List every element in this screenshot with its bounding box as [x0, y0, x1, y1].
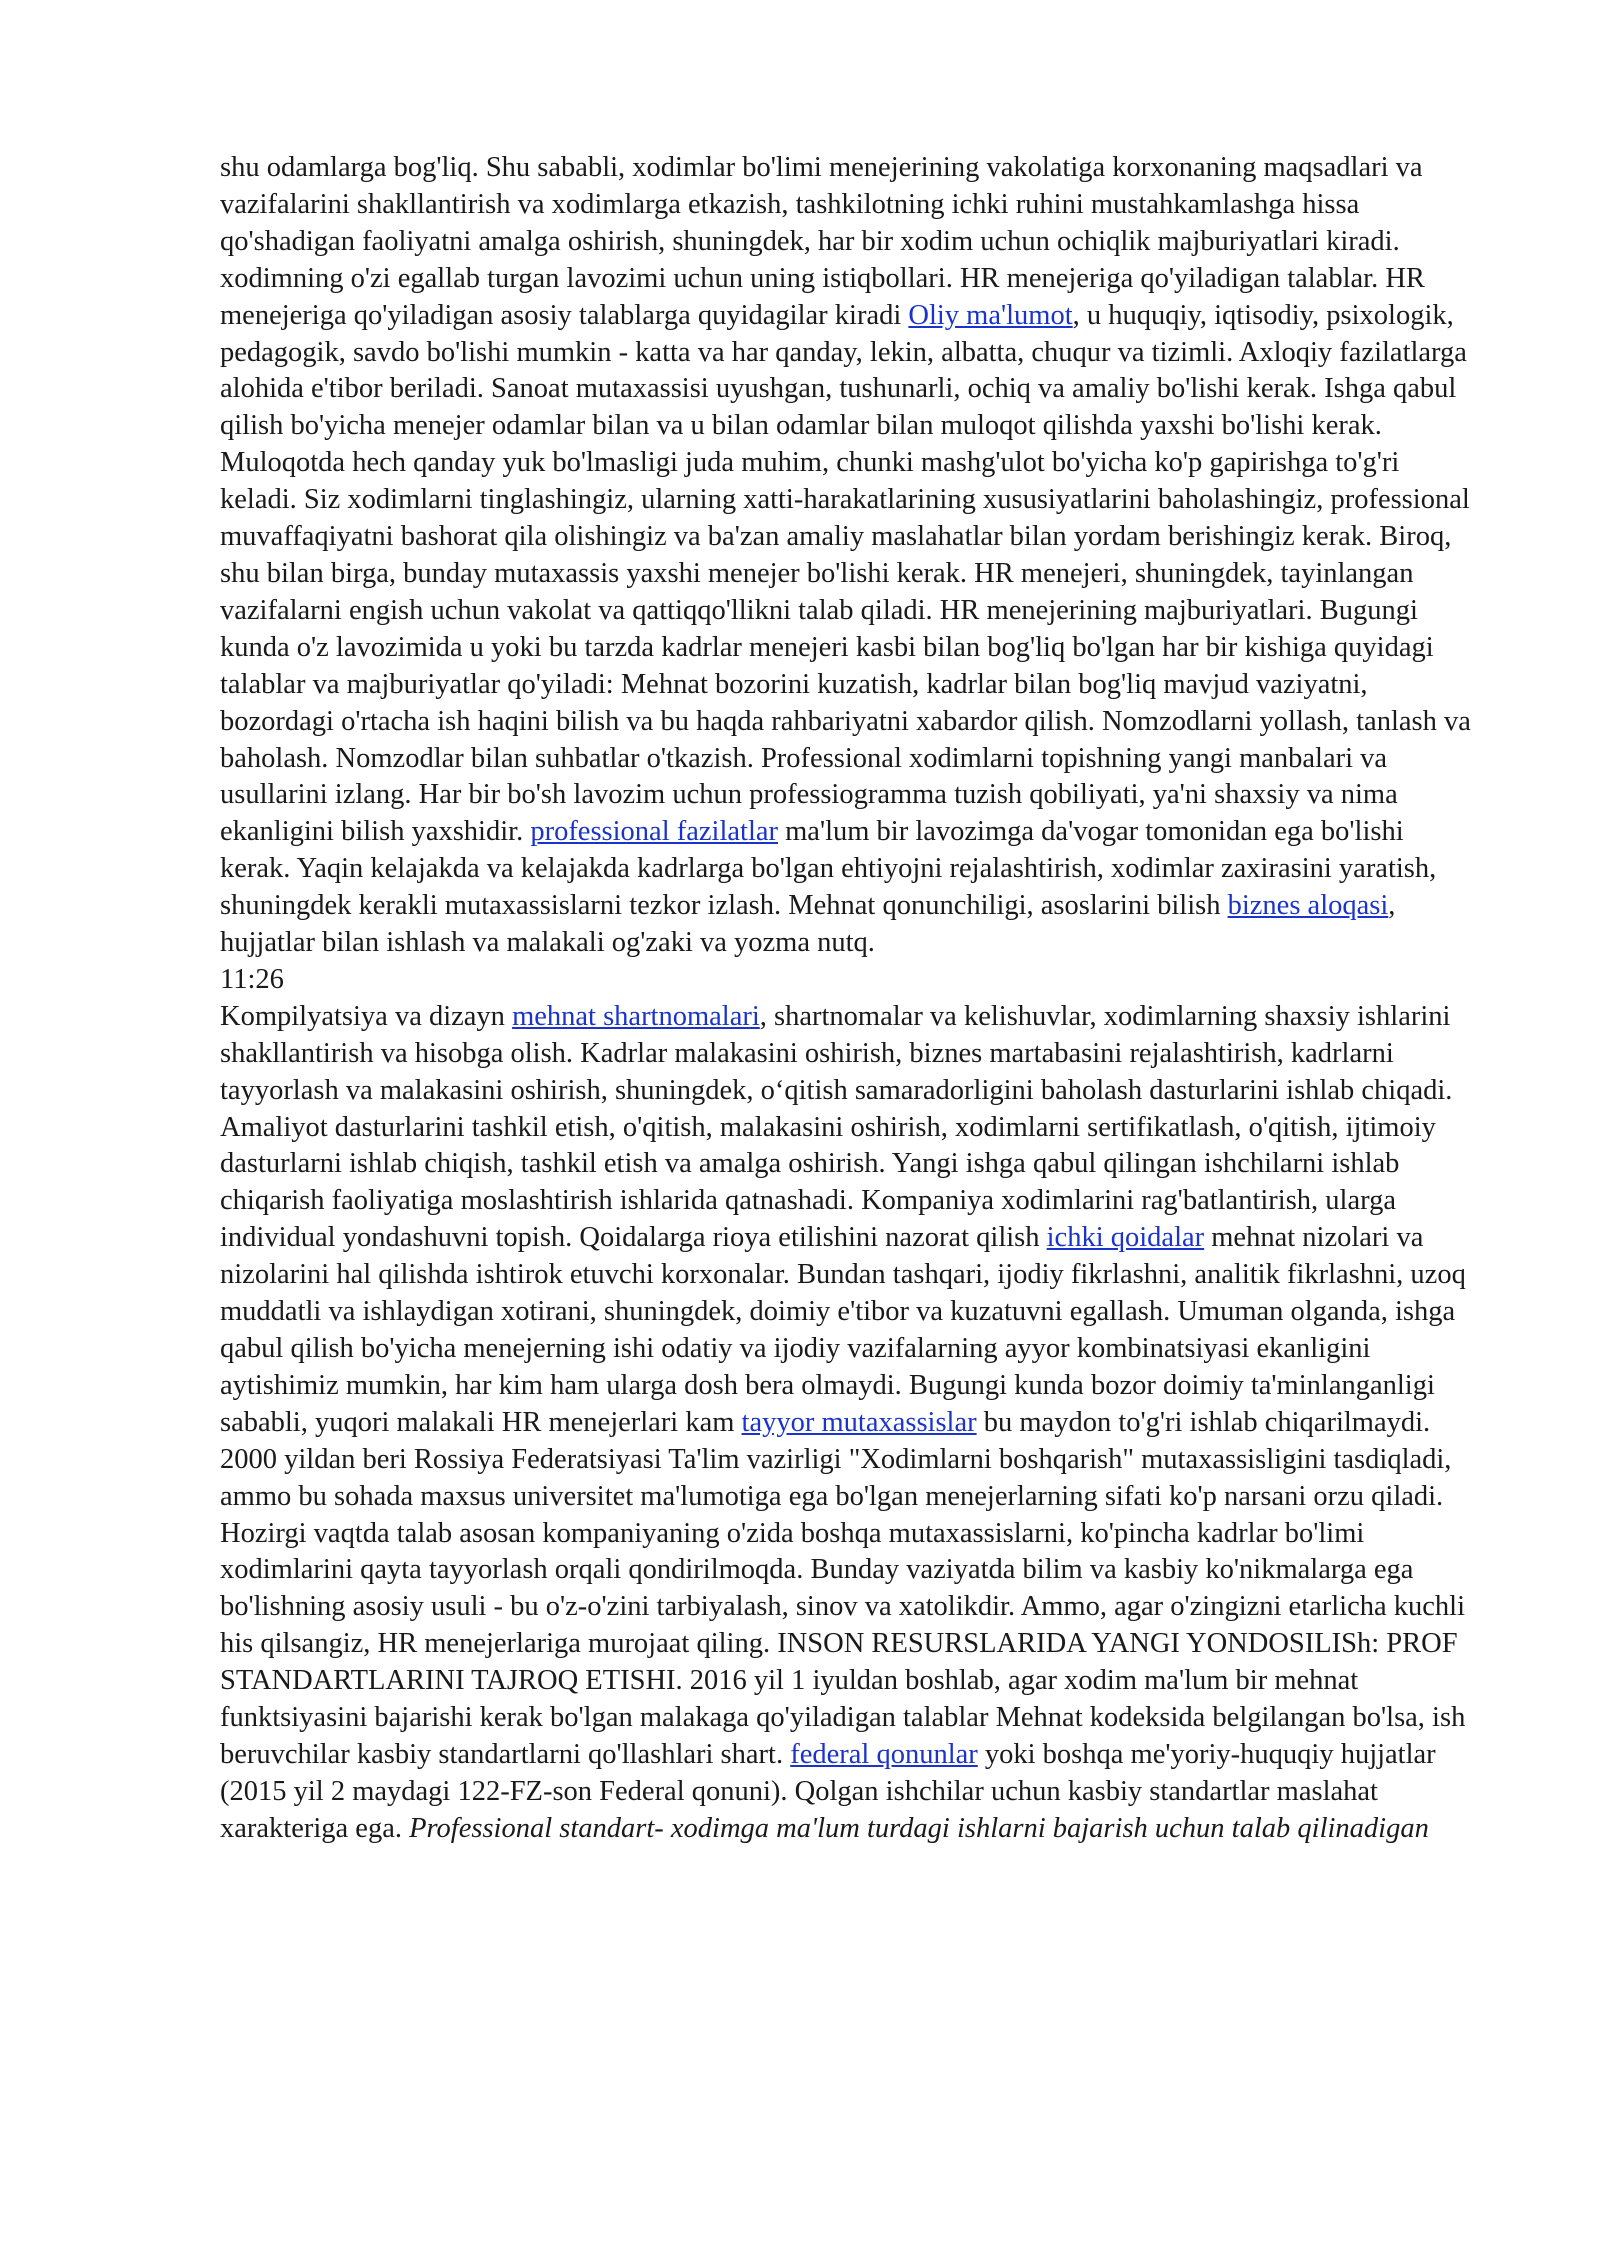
paragraph-text: shu odamlarga bog'liq. Shu sababli, xodimlar bo'limi menejerining vakolatiga korxonaning maqsadlari va vazifalarini shakllantirish va xodimlarga etkazish, tashkilotning ichki ruhini mustahkamlashga hissa qo'shadigan faoliyatni amalga oshirish, shuningdek, har bir xodim uchun ochiqlik majburiyatlari kiradi. xodimning o'zi egallab turgan lavozimi uchun uning istiqbollari. HR menejeriga qo'yiladigan talablar. HR menejeriga qo'yiladigan asosiy talablarga quyidagilar kiradi: [220, 152, 1425, 331]
paragraph-text: , u huquqiy, iqtisodiy, psixologik, pedagogik, savdo bo'lishi mumkin - katta va har qanday, lekin, albatta, chuqur va tizimli. Axloqiy fazilatlarga alohida e'tibor beriladi. Sanoat mutaxassisi uyushgan, tushunarli, ochiq va amaliy bo'lishi kerak. Ishga qabul qilish bo'yicha menejer odamlar bilan va u bilan odamlar bilan muloqot qilishda yaxshi bo'lishi kerak. Muloqotda hech qanday yuk bo'lmasligi juda muhim, chunki mashg'ulot bo'yicha ko'p gapirishga to'g'ri keladi. Siz xodimlarni tinglashingiz, ularning xatti-harakatlarining xususiyatlarini baholashingiz, professional muvaffaqiyatni bashorat qila olishingiz va ba'zan amaliy maslahatlar bilan yordam berishingiz kerak. Biroq, shu bilan birga, bunday mutaxassis yaxshi menejer bo'lishi kerak. HR menejeri, shuningdek, tayinlangan vazifalarni engish uchun vakolat va qattiqqo'llikni talab qiladi. HR menejerining majburiyatlari. Bugungi kunda o'z lavozimida u yoki bu tarzda kadrlar menejeri kasbi bilan bog'liq bo'lgan har bir kishiga quyidagi talablar va majburiyatlar qo'yiladi: Mehnat bozorini kuzatish, kadrlar bilan bog'liq mavjud vaziyatni, bozordagi o'rtacha ish haqini bilish va bu haqda rahbariyatni xabardor qilish. Nomzodlarni yollash, tanlash va baholash. Nomzodlar bilan suhbatlar o'tkazish. Professional xodimlarni topishning yangi manbalari va usullarini izlang. Har bir bo'sh lavozim uchun professiogramma tuzish qobiliyati, ya'ni shaxsiy va nima ekanligini bilish yaxshidir.: [220, 299, 1471, 848]
document-page: [220, 150, 1480, 1848]
paragraph-hr-requirements: [220, 150, 1480, 962]
paragraph-text: Kompilyatsiya va dizayn: [220, 1000, 513, 1032]
link-oliy-malumot[interactable]: Oliy ma'lumot: [908, 299, 1073, 331]
timestamp-line: [220, 962, 1480, 999]
link-biznes-aloqasi[interactable]: biznes aloqasi: [1227, 890, 1389, 922]
paragraph-text: mehnat nizolari va nizolarini hal qilishda ishtirok etuvchi korxonalar. Bundan tashqari, ijodiy fikrlashni, analitik fikrlashni, uzoq muddatli va ishlaydigan xotirani, shuningdek, doimiy e'tibor va kuzatuvni egallash. Umuman olganda, ishga qabul qilish bo'yicha menejerning ishi odatiy va ijodiy vazifalarning ayyor kombinatsiyasi ekanligini aytishimiz mumkin, har kim ham ularga dosh bera olmaydi. Bugungi kunda bozor doimiy ta'minlanganligi sababli, yuqori malakali HR menejerlari kam: [220, 1222, 1466, 1438]
link-tayyor-mutaxassislar[interactable]: tayyor mutaxassislar: [741, 1406, 977, 1438]
paragraph-text: , shartnomalar va kelishuvlar, xodimlarning shaxsiy ishlarini shakllantirish va hisobga olish. Kadrlar malakasini oshirish, biznes martabasini rejalashtirish, kadrlarni tayyorlash va malakasini oshirish, shuningdek, o‘qitish samaradorligini baholash dasturlarini ishlab chiqadi. Amaliyot dasturlarini tashkil etish, o'qitish, malakasini oshirish, xodimlarni sertifikatlash, o'qitish, ijtimoiy dasturlarni ishlab chiqish, tashkil etish va amalga oshirish. Yangi ishga qabul qilingan ishchilarni ishlab chiqarish faoliyatiga moslashtirish ishlarida qatnashadi. Kompaniya xodimlarini rag'batlantirish, ularga individual yondashuvni topish. Qoidalarga rioya etilishini nazorat qilish: [220, 1000, 1453, 1254]
link-ichki-qoidalar[interactable]: ichki qoidalar: [1046, 1222, 1205, 1254]
link-federal-qonunlar[interactable]: federal qonunlar: [790, 1738, 978, 1770]
paragraph-text: bu maydon to'g'ri ishlab chiqarilmaydi. 2000 yildan beri Rossiya Federatsiyasi Ta'lim vazirligi "Xodimlarni boshqarish" mutaxassisligini tasdiqladi, ammo bu sohada maxsus universitet ma'lumotiga ega bo'lgan menejerlarning sifati ko'p narsani orzu qiladi. Hozirgi vaqtda talab asosan kompaniyaning o'zida boshqa mutaxassislarni, ko'pincha kadrlar bo'limi xodimlarini qayta tayyorlash orqali qondirilmoqda. Bunday vaziyatda bilim va kasbiy ko'nikmalarga ega bo'lishning asosiy usuli - bu o'z-o'zini tarbiyalash, sinov va xatolikdir. Ammo, agar o'zingizni etarlicha kuchli his qilsangiz, HR menejerlariga murojaat qiling. INSON RESURSLARIDA YANGI YONDOSILISh: PROF STANDARTLARINI TAJROQ ETISHI. 2016 yil 1 iyuldan boshlab, agar xodim ma'lum bir mehnat funktsiyasini bajarishi kerak bo'lgan malakaga qo'yiladigan talablar Mehnat kodeksida belgilangan bo'lsa, ish beruvchilar kasbiy standartlarni qo'llashlari shart.: [220, 1406, 1466, 1770]
paragraph-text: yoki boshqa me'yoriy-huquqiy hujjatlar (2015 yil 2 maydagi 122-FZ-son Federal qonuni). Qolgan ishchilar uchun kasbiy standartlar maslahat xarakteriga ega.: [220, 1738, 1436, 1844]
paragraph-text: , hujjatlar bilan ishlash va malakali og'zaki va yozma nutq.: [220, 890, 1396, 959]
timestamp: 11:26: [220, 963, 284, 995]
paragraph-hr-duties: [220, 999, 1480, 1848]
link-professional-fazilatlar[interactable]: professional fazilatlar: [530, 816, 779, 848]
link-mehnat-shartnomalari[interactable]: mehnat shartnomalari: [512, 1000, 760, 1032]
paragraph-text: ma'lum bir lavozimga da'vogar tomonidan ega bo'lishi kerak. Yaqin kelajakda va kelajakda kadrlarga bo'lgan ehtiyojni rejalashtirish, xodimlar zaxirasini yaratish, shuningdek kerakli mutaxassislarni tezkor izlash. Mehnat qonunchiligi, asoslarini bilish: [220, 816, 1437, 922]
italic-definition: Professional standart- xodimga ma'lum turdagi ishlarni bajarish uchun talab qilinadigan: [409, 1812, 1429, 1844]
